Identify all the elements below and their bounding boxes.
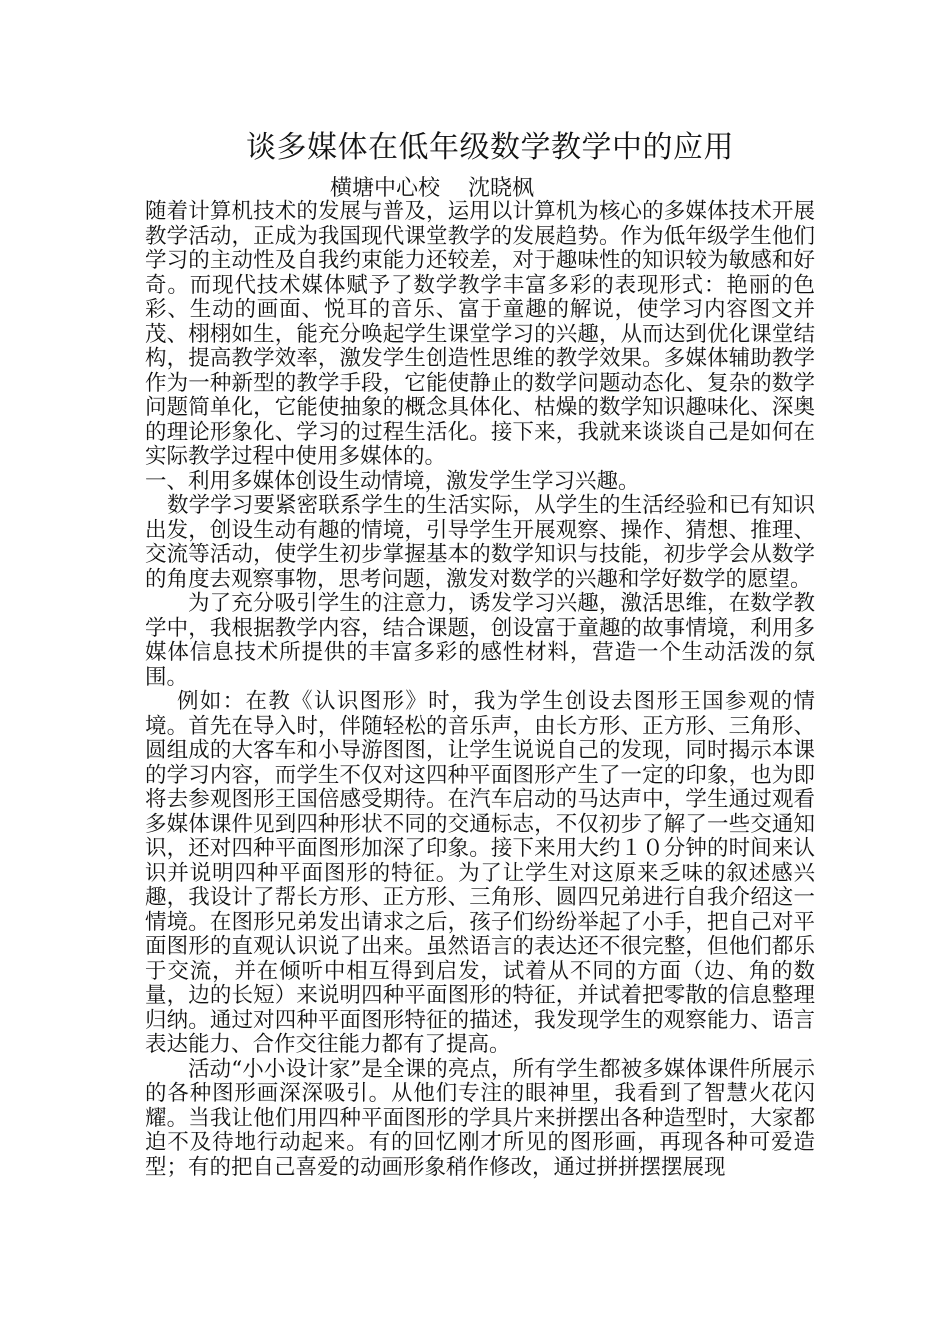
body-paragraph: 数学学习要紧密联系学生的生活实际，从学生的生活经验和已有知识出发，创设生动有趣的情境，引导学生开展观察、操作、猜想、推理、交流等活动，使学生初步掌握基本的数学知识与技能，初步学会从数学的角度去观察事物，思考问题，激发对数学的兴趣和学好数学的愿望。 — [145, 493, 815, 592]
document-title: 谈多媒体在低年级数学教学中的应用 — [246, 130, 734, 165]
body-paragraph: 活动“小小设计家”是全课的亮点，所有学生都被多媒体课件所展示的各种图形画深深吸引。从他们专注的眼神里，我看到了智慧火花闪耀。当我让他们用四种平面图形的学具片来拼摆出各种造型时，大家都迫不及待地行动起来。有的回忆刚才所见的图形画，再现各种可爱造型；有的把自己喜爱的动画形象稍作修改，通过拼拼摆摆展现 — [145, 1056, 815, 1180]
intro-paragraph: 随着计算机技术的发展与普及，运用以计算机为核心的多媒体技术开展教学活动，正成为我国现代课堂教学的发展趋势。作为低年级学生他们学习的主动性及自我约束能力还较差，对于趣味性的知识较为敏感和好奇。而现代技术媒体赋予了数学教学丰富多彩的表现形式：艳丽的色彩、生动的画面、悦耳的音乐、富于童趣的解说，使学习内容图文并茂、栩栩如生，能充分唤起学生课堂学习的兴趣，从而达到优化课堂结构，提高教学效率，激发学生创造性思维的教学效果。多媒体辅助教学作为一种新型的教学手段，它能使静止的数学问题动态化、复杂的数学问题简单化，它能使抽象的概念具体化、枯燥的数学知识趣味化、深奥的理论形象化、学习的过程生活化。接下来，我就来谈谈自己是如何在实际教学过程中使用多媒体的。 — [145, 199, 815, 469]
section-heading: 一、利用多媒体创设生动情境，激发学生学习兴趣。 — [145, 468, 640, 494]
document-body — [145, 200, 815, 1180]
example-paragraph: 例如：在教《认识图形》时，我为学生创设去图形王国参观的情境。首先在导入时，伴随轻松的音乐声，由长方形、正方形、三角形、圆组成的大客车和小导游图图，让学生说说自己的发现，同时揭示本课的学习内容，而学生不仅对这四种平面图形产生了一定的印象，也为即将去参观图形王国倍感受期待。在汽车启动的马达声中，学生通过观看多媒体课件见到四种形状不同的交通标志，不仅初步了解了一些交通知识，还对四种平面图形加深了印象。接下来用大约１０分钟的时间来认识并说明四种平面图形的特征。为了让学生对这原来乏味的叙述感兴趣，我设计了帮长方形、正方形、三角形、圆四兄弟进行自我介绍这一情境。在图形兄弟发出请求之后，孩子们纷纷举起了小手，把自己对平面图形的直观认识说了出来。虽然语言的表达还不很完整，但他们都乐于交流，并在倾听中相互得到启发，试着从不同的方面（边、角的数量，边的长短）来说明四种平面图形的特征，并试着把零散的信息整理归纳。通过对四种平面图形特征的描述，我发现学生的观察能力、语言表达能力、合作交往能力都有了提高。 — [145, 689, 815, 1057]
author-byline: 横塘中心校 沈晓枫 — [330, 176, 534, 201]
body-paragraph: 为了充分吸引学生的注意力，诱发学习兴趣，激活思维，在数学教学中，我根据教学内容，结合课题，创设富于童趣的故事情境，利用多媒体信息技术所提供的丰富多彩的感性材料，营造一个生动活泼的氛围。 — [145, 591, 815, 690]
